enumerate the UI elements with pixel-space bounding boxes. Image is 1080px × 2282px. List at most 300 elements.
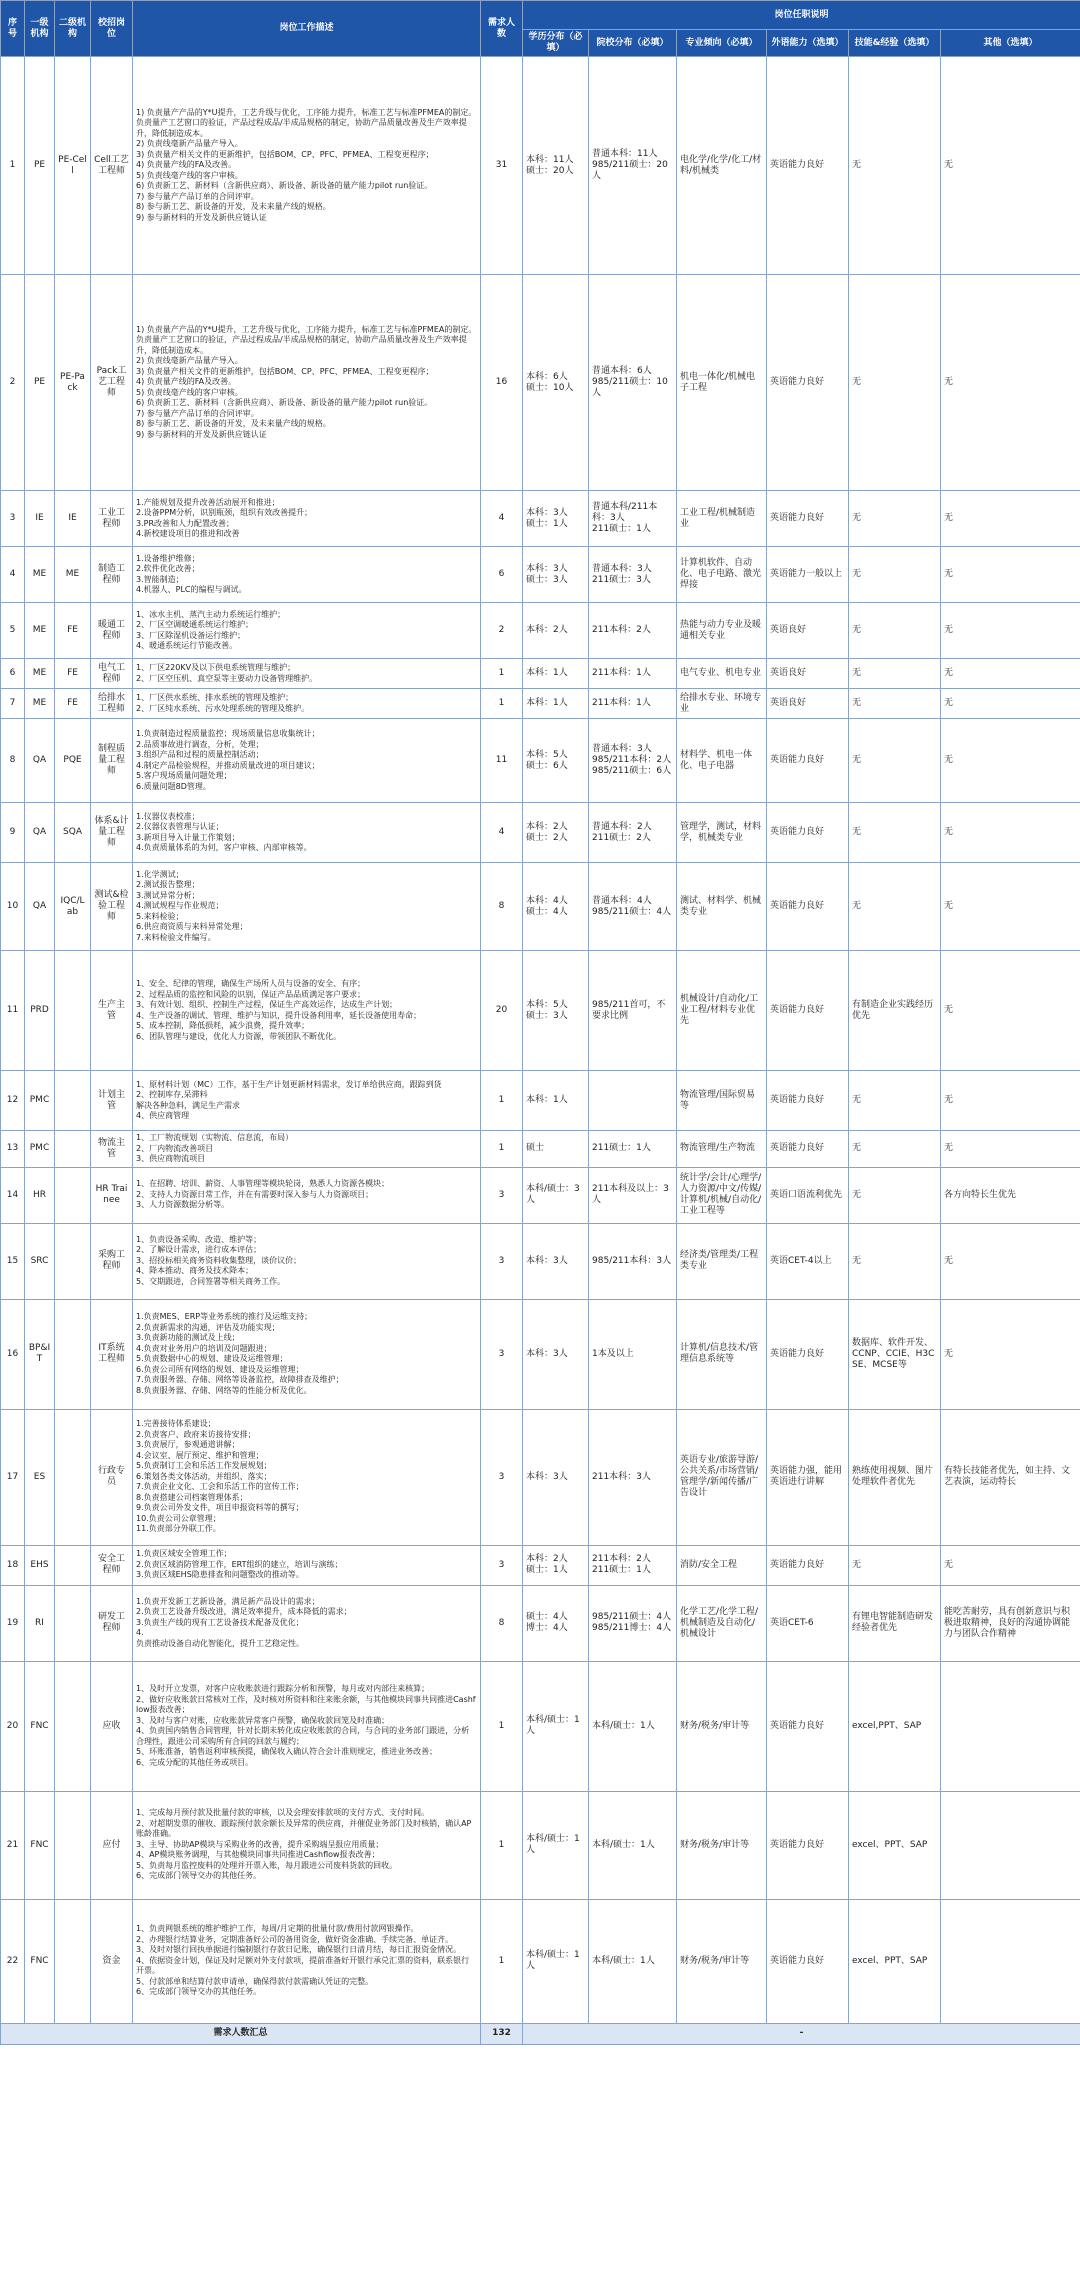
cell-major: 英语专业/旅游导游/公共关系/市场营销/管理学/新闻传播/广告设计: [677, 1409, 767, 1545]
cell-duties: 1.仪器仪表校准； 2.仪器仪表管理与认证； 3.新项目导入计量工作策划； 4.负责质量体系的为何，客户审核、内部审核等。: [133, 803, 481, 863]
cell-dept1: SRC: [25, 1223, 55, 1299]
cell-dept2: [55, 1131, 91, 1168]
cell-no: 14: [1, 1167, 25, 1223]
table-row: [1, 951, 1080, 1071]
cell-major: 财务/税务/审计等: [677, 1899, 767, 2023]
cell-dept2: [55, 1071, 91, 1131]
cell-count: 1: [481, 1791, 523, 1899]
cell-position: 体系&计量工程师: [91, 803, 133, 863]
cell-duties: 1、原材料计划（MC）工作，基于生产计划更新材料需求，发订单给供应商，跟踪到货 2、控制库存,呆滞料 解决各种急料，满足生产需求 4、供应商管理: [133, 1071, 481, 1131]
table-row: [1, 1299, 1080, 1409]
cell-dept2: ME: [55, 547, 91, 603]
cell-edu: 本科：3人 硕士：3人: [523, 547, 589, 603]
cell-no: 17: [1, 1409, 25, 1545]
table-row: [1, 863, 1080, 951]
cell-school: 1本及以上: [589, 1299, 677, 1409]
cell-count: 3: [481, 1167, 523, 1223]
cell-edu: 本科：1人: [523, 659, 589, 689]
cell-foreign: 英语能力强，能用英语进行讲解: [767, 1409, 849, 1545]
cell-no: 10: [1, 863, 25, 951]
cell-other: 能吃苦耐劳，具有创新意识与积极进取精神，良好的沟通协调能力与团队合作精神: [941, 1585, 1080, 1661]
cell-duties: 1、完成每月预付款及批量付款的审核，以及会理安排款项的支付方式、支付时间。 2、对超期发票的催收、跟踪预付款余额长及异常的供应商，并催促业务部门及时核销，确认AP账龄准确。 3、主导、协助AP模块与采购业务的改善，提升采购端呈报应用质量； 4、AP模块账务调理，与其他模块同事共同推进Cashflow报表改善； 5、负责每月监控废料的处理并开票入账，每月跟进公司废料货款的回收。 6、完成部门领导交办的其他任务。: [133, 1791, 481, 1899]
cell-edu: 本科：2人 硕士：2人: [523, 803, 589, 863]
cell-dept2: [55, 1545, 91, 1585]
cell-no: 15: [1, 1223, 25, 1299]
cell-count: 1: [481, 1131, 523, 1168]
cell-skills: excel、PPT、SAP: [849, 1899, 941, 2023]
cell-duties: 1、在招聘、培训、薪资、人事管理等模块轮岗，熟悉人力资源各模块； 2、支持人力资源日常工作，并在有需要时深入参与人力资源项目； 3、人力资源数据分析等。: [133, 1167, 481, 1223]
cell-foreign: 英语能力良好: [767, 951, 849, 1071]
header-edu: 学历分布（必填）: [523, 30, 589, 57]
cell-foreign: 英语能力良好: [767, 275, 849, 491]
cell-skills: 无: [849, 659, 941, 689]
cell-other: 无: [941, 275, 1080, 491]
cell-other: [941, 1661, 1080, 1791]
cell-position: 应付: [91, 1791, 133, 1899]
table-row: [1, 1223, 1080, 1299]
cell-skills: 无: [849, 803, 941, 863]
cell-position: 给排水工程师: [91, 689, 133, 719]
cell-major: 工业工程/机械制造业: [677, 491, 767, 547]
cell-duties: 1.产能规划及提升改善活动展开和推进； 2.设备PPM分析，识别瓶颈，组织有效改善提升； 3.PR改善和人力配置改善； 4.新校建设项目的推进和改善: [133, 491, 481, 547]
table-row: [1, 1167, 1080, 1223]
header-other: 其他（选填）: [941, 30, 1080, 57]
cell-school: 本科/硕士：1人: [589, 1899, 677, 2023]
cell-duties: 1.负责MES、ERP等业务系统的推行及运维支持； 2.负责新需求的沟通，评估及功能实现； 3.负责新功能的测试及上线； 4.负责对业务用户的培训及问题跟进； 5.负责数据中心的规划、建设及运维管理； 6.负责公司所有网络的规划、建设及运维管理； 7.负责服务器、存储、网络等设备监控，故障排查及维护； 8.负责服务器、存储、网络等的性能分析及优化。: [133, 1299, 481, 1409]
header-dept2: 二级机构: [55, 1, 91, 57]
cell-foreign: 英语能力一般以上: [767, 547, 849, 603]
cell-dept2: [55, 1167, 91, 1223]
header-group: 岗位任职说明: [523, 1, 1080, 30]
cell-duties: 1) 负责量产产品的Y*U提升，工艺升级与优化，工序能力提升，标准工艺与标准PFMEA的制定。负责量产工艺窗口的验证，产品过程成品/半成品规格的制定，协助产品质量改善及生产效率提升，降低制造成本。 2) 负责线毫新产品量产导入。 3) 负责量产相关文件的更新维护，包括BOM、CP、PFC、PFMEA、工程变更程序； 4) 负责量产线的FA及改善。 5) 负责线毫产线的客户审核。 6) 负责新工艺、新材料（含新供应商）、新设备、新设备的量产能力pilot run验证。 7) 参与量产产品订单的合同评审。 8) 参与新工艺、新设备的开发，及未来量产线的规格。 9) 参与新材料的开发及新供应链认证: [133, 275, 481, 491]
cell-foreign: 英语能力良好: [767, 719, 849, 803]
cell-count: 20: [481, 951, 523, 1071]
cell-no: 9: [1, 803, 25, 863]
cell-skills: 无: [849, 491, 941, 547]
cell-edu: 本科：5人 硕士：6人: [523, 719, 589, 803]
cell-dept1: EHS: [25, 1545, 55, 1585]
cell-edu: 本科：3人: [523, 1409, 589, 1545]
cell-dept2: [55, 1585, 91, 1661]
table-row: [1, 1071, 1080, 1131]
cell-position: 安全工程师: [91, 1545, 133, 1585]
cell-major: 机电一体化/机械电子工程: [677, 275, 767, 491]
cell-major: 管理学，测试，材料学，机械类专业: [677, 803, 767, 863]
header-major: 专业倾向（必填）: [677, 30, 767, 57]
header-count: 需求人数: [481, 1, 523, 57]
cell-duties: 1、冰水主机、蒸汽主动力系统运行维护； 2、厂区空调暖通系统运行维护； 3、厂区除湿机设备运行维护； 4、暖通系统运行节能改善。: [133, 603, 481, 659]
cell-dept1: ES: [25, 1409, 55, 1545]
cell-no: 4: [1, 547, 25, 603]
cell-duties: 1.设备维护维修； 2.软件优化改善； 3.智能制造； 4.机器人、PLC的编程与调试。: [133, 547, 481, 603]
cell-dept2: FE: [55, 659, 91, 689]
cell-dept1: RI: [25, 1585, 55, 1661]
cell-major: 物流管理/生产物流: [677, 1131, 767, 1168]
table-row: [1, 689, 1080, 719]
cell-count: 3: [481, 1299, 523, 1409]
cell-position: Pack工艺工程师: [91, 275, 133, 491]
cell-edu: 本科：3人: [523, 1299, 589, 1409]
cell-school: 普通本科：2人 211硕士：2人: [589, 803, 677, 863]
cell-dept1: ME: [25, 547, 55, 603]
cell-foreign: 英语能力良好: [767, 863, 849, 951]
cell-count: 8: [481, 863, 523, 951]
cell-foreign: 英语能力良好: [767, 491, 849, 547]
cell-dept1: PRD: [25, 951, 55, 1071]
cell-school: 211硕士：1人: [589, 1131, 677, 1168]
cell-foreign: 英语能力良好: [767, 57, 849, 275]
cell-count: 8: [481, 1585, 523, 1661]
cell-school: 985/211硕士：4人 985/211博士：4人: [589, 1585, 677, 1661]
cell-dept1: PMC: [25, 1131, 55, 1168]
cell-other: [941, 1791, 1080, 1899]
cell-dept1: PE: [25, 57, 55, 275]
cell-other: 无: [941, 57, 1080, 275]
cell-no: 16: [1, 1299, 25, 1409]
cell-no: 8: [1, 719, 25, 803]
cell-other: 无: [941, 659, 1080, 689]
cell-dept2: [55, 1661, 91, 1791]
cell-school: 211本科：1人: [589, 659, 677, 689]
cell-count: 3: [481, 1223, 523, 1299]
cell-count: 4: [481, 491, 523, 547]
cell-skills: excel、PPT、SAP: [849, 1791, 941, 1899]
cell-other: 无: [941, 547, 1080, 603]
cell-skills: 无: [849, 57, 941, 275]
cell-other: 无: [941, 1131, 1080, 1168]
cell-other: 无: [941, 1071, 1080, 1131]
table-row: [1, 803, 1080, 863]
cell-no: 6: [1, 659, 25, 689]
cell-duties: 1) 负责量产产品的Y*U提升，工艺升级与优化，工序能力提升，标准工艺与标准PFMEA的制定。负责量产工艺窗口的验证，产品过程成品/半成品规格的制定，协助产品质量改善及生产效率提升，降低制造成本。 2) 负责线毫新产品量产导入。 3) 负责量产相关文件的更新维护，包括BOM、CP、PFC、PFMEA、工程变更程序； 4) 负责量产线的FA及改善。 5) 负责线毫产线的客户审核。 6) 负责新工艺、新材料（含新供应商）、新设备、新设备的量产能力pilot run验证。 7) 参与量产产品订单的合同评审。 8) 参与新工艺、新设备的开发，及未来量产线的规格。 9) 参与新材料的开发及新供应链认证: [133, 57, 481, 275]
cell-other: 各方向特长生优先: [941, 1167, 1080, 1223]
cell-foreign: 英语能力良好: [767, 1899, 849, 2023]
cell-school: 211本科：2人: [589, 603, 677, 659]
cell-other: 无: [941, 491, 1080, 547]
cell-duties: 1、工厂物流规划（实物流、信息流，布局） 2、厂内物流改善项目 3、供应商物流项目: [133, 1131, 481, 1168]
cell-no: 19: [1, 1585, 25, 1661]
cell-no: 1: [1, 57, 25, 275]
cell-school: 普通本科：6人 985/211硕士：10人: [589, 275, 677, 491]
cell-duties: 1、负责设备采购、改造、维护等； 2、了解设计需求，进行成本评估； 3、招投标相关商务资料收集整理，谈价议价； 4、降本推动、商务及技术降本； 5、交期跟进，合同签署等相关商务工作。: [133, 1223, 481, 1299]
cell-foreign: 英语能力良好: [767, 1545, 849, 1585]
cell-other: 无: [941, 803, 1080, 863]
cell-foreign: 英语CET-4以上: [767, 1223, 849, 1299]
cell-position: IT系统工程师: [91, 1299, 133, 1409]
cell-school: [589, 1071, 677, 1131]
cell-other: 无: [941, 689, 1080, 719]
table-row: [1, 1131, 1080, 1168]
cell-skills: 无: [849, 275, 941, 491]
table-row: [1, 1899, 1080, 2023]
cell-skills: 数据库、软件开发、CCNP、CCIE、H3CSE、MCSE等: [849, 1299, 941, 1409]
cell-position: 生产主管: [91, 951, 133, 1071]
cell-foreign: 英语能力良好: [767, 1131, 849, 1168]
header-dept1: 一级机构: [25, 1, 55, 57]
cell-count: 1: [481, 1661, 523, 1791]
cell-other: 无: [941, 603, 1080, 659]
cell-foreign: 英语能力良好: [767, 1071, 849, 1131]
cell-school: 985/211首可，不要求比例: [589, 951, 677, 1071]
cell-edu: 本科：1人: [523, 1071, 589, 1131]
cell-duties: 1.负责制造过程质量监控；现场质量信息收集统计； 2.品质事故进行调查，分析，处理； 3.组织产品和过程的质量控制活动； 4.制定产品检验规程，并推动质量改进的项目建议； 5.客户现场质量问题处理； 6.质量问题8D管理。: [133, 719, 481, 803]
cell-other: 无: [941, 1223, 1080, 1299]
header-no: 序号: [1, 1, 25, 57]
cell-school: 211本科及以上：3人: [589, 1167, 677, 1223]
cell-skills: 无: [849, 1223, 941, 1299]
cell-skills: 无: [849, 603, 941, 659]
cell-major: 测试、材料学、机械类专业: [677, 863, 767, 951]
cell-edu: 本科：2人: [523, 603, 589, 659]
cell-dept2: IQC/Lab: [55, 863, 91, 951]
cell-dept1: FNC: [25, 1661, 55, 1791]
cell-duties: 1、及时开立发票，对客户应收账款进行跟踪分析和预警，每月或对内部往来核算； 2、做好应收账款日常核对工作，及时核对所资料和往来账余额，与其他模块同事共同推进Cashflow报表改善； 3、及时与客户对账，应收账款异常客户预警，确保收款回笼及时准确； 4、负责国内销售合同管理，针对长期未转化成应收账款的合同，与合同的业务部门跟进，分析合理性，跟进公司采购所有合同的回款与履约； 5、环账准备，销售返利审核预提，确保收入确认符合会计准则规定，推进业务改善； 6、完成分配的其他任务或项目。: [133, 1661, 481, 1791]
summary-row: [1, 2023, 1080, 2044]
cell-count: 2: [481, 603, 523, 659]
cell-duties: 1.负责开发新工艺新设备，满足新产品设计的需求； 2.负责工艺设备升级改进，满足效率提升，成本降低的需求； 3.负责生产线的现有工艺设备技术配备及优化； 4. 负责推动设备自动化智能化，提升工艺稳定性。: [133, 1585, 481, 1661]
table-row: [1, 719, 1080, 803]
cell-skills: 无: [849, 547, 941, 603]
table-row: [1, 491, 1080, 547]
cell-edu: 本科/硕士：1人: [523, 1791, 589, 1899]
table-row: [1, 57, 1080, 275]
cell-duties: 1、负责网银系统的维护维护工作，每周/月定期的批量付款/费用付款网银操作。 2、办理银行结算业务，定期准备好公司的备用资金，做好资金准确、手续完备、单证齐。 3、及时对银行回执单据进行编制银行存款日记账，确保银行日清月结，每日汇报资金情况。 4、依据资金计划，保证及时足额对外支付款项，提前准备好开银行承兑汇票的资料，联系银行开票。 5、付款部单和结算付款申请单，确保得款付款需确认凭证的完整。 6、完成部门领导交办的其他任务。: [133, 1899, 481, 2023]
cell-dept1: PE: [25, 275, 55, 491]
cell-skills: 无: [849, 1071, 941, 1131]
cell-edu: 本科：3人: [523, 1223, 589, 1299]
header-foreign: 外语能力（选填）: [767, 30, 849, 57]
cell-position: 工业工程师: [91, 491, 133, 547]
cell-dept2: [55, 1299, 91, 1409]
cell-dept1: ME: [25, 689, 55, 719]
cell-skills: 无: [849, 719, 941, 803]
table-row: [1, 547, 1080, 603]
cell-edu: 本科：5人 硕士：3人: [523, 951, 589, 1071]
table-row: [1, 659, 1080, 689]
cell-foreign: 英语良好: [767, 659, 849, 689]
cell-foreign: 英语能力良好: [767, 1299, 849, 1409]
cell-position: 制造工程师: [91, 547, 133, 603]
cell-school: 本科/硕士：1人: [589, 1791, 677, 1899]
cell-skills: 无: [849, 1545, 941, 1585]
cell-major: 物流管理/国际贸易等: [677, 1071, 767, 1131]
cell-foreign: 英语良好: [767, 689, 849, 719]
cell-position: 计划主管: [91, 1071, 133, 1131]
cell-dept1: QA: [25, 803, 55, 863]
cell-edu: 本科：1人: [523, 689, 589, 719]
cell-foreign: 英语能力良好: [767, 1661, 849, 1791]
cell-dept2: [55, 951, 91, 1071]
cell-major: 热能与动力专业及暖通相关专业: [677, 603, 767, 659]
cell-edu: 本科/硕士：3人: [523, 1167, 589, 1223]
cell-position: 暖通工程师: [91, 603, 133, 659]
cell-dept1: BP&IT: [25, 1299, 55, 1409]
cell-major: 电化学/化学/化工/材料/机械类: [677, 57, 767, 275]
cell-dept2: FE: [55, 603, 91, 659]
cell-count: 1: [481, 1899, 523, 2023]
table-row: [1, 1661, 1080, 1791]
cell-position: 资金: [91, 1899, 133, 2023]
cell-dept1: IE: [25, 491, 55, 547]
cell-count: 1: [481, 689, 523, 719]
cell-major: 计算机软件、自动化、电子电路、激光焊接: [677, 547, 767, 603]
summary-total: 132: [481, 2023, 523, 2044]
cell-no: 21: [1, 1791, 25, 1899]
cell-no: 5: [1, 603, 25, 659]
cell-foreign: 英语能力良好: [767, 803, 849, 863]
cell-foreign: 英语CET-6: [767, 1585, 849, 1661]
summary-tail: -: [523, 2023, 1080, 2044]
header-skills: 技能&经验（选填）: [849, 30, 941, 57]
cell-school: 普通本科：3人 985/211本科：2人 985/211硕士：6人: [589, 719, 677, 803]
cell-dept2: PE-Cell: [55, 57, 91, 275]
cell-major: 统计学/会计/心理学/人力资源/中文/传媒/计算机/机械/自动化/工业工程等: [677, 1167, 767, 1223]
cell-school: 普通本科/211本科：3人 211硕士：1人: [589, 491, 677, 547]
cell-dept2: PE-Pack: [55, 275, 91, 491]
cell-no: 18: [1, 1545, 25, 1585]
cell-dept1: FNC: [25, 1899, 55, 2023]
cell-school: 211本科：2人 211硕士：1人: [589, 1545, 677, 1585]
cell-count: 4: [481, 803, 523, 863]
table-body: [1, 57, 1080, 2024]
cell-dept1: QA: [25, 863, 55, 951]
cell-dept2: [55, 1223, 91, 1299]
table-row: [1, 1545, 1080, 1585]
cell-no: 7: [1, 689, 25, 719]
cell-major: 材料学、机电一体化、电子电器: [677, 719, 767, 803]
cell-other: [941, 1899, 1080, 2023]
cell-count: 11: [481, 719, 523, 803]
cell-no: 13: [1, 1131, 25, 1168]
cell-dept2: [55, 1791, 91, 1899]
cell-duties: 1.负责区域安全管理工作； 2.负责区域消防管理工作，ERT组织的建立，培训与演练； 3.负责区域EHS隐患排查和问题整改的推动等。: [133, 1545, 481, 1585]
cell-no: 3: [1, 491, 25, 547]
cell-dept2: FE: [55, 689, 91, 719]
cell-school: 普通本科：4人 985/211硕士：4人: [589, 863, 677, 951]
cell-dept2: [55, 1899, 91, 2023]
cell-major: 机械设计/自动化/工业工程/材料专业优先: [677, 951, 767, 1071]
cell-major: 消防/安全工程: [677, 1545, 767, 1585]
table-row: [1, 1585, 1080, 1661]
cell-skills: 有锂电智能制造研发经验者优先: [849, 1585, 941, 1661]
cell-dept1: ME: [25, 603, 55, 659]
cell-major: 计算机/信息技术/管理信息系统等: [677, 1299, 767, 1409]
cell-no: 2: [1, 275, 25, 491]
cell-skills: 无: [849, 689, 941, 719]
cell-no: 20: [1, 1661, 25, 1791]
header-position: 校招岗位: [91, 1, 133, 57]
table-row: [1, 603, 1080, 659]
cell-count: 3: [481, 1545, 523, 1585]
cell-dept2: PQE: [55, 719, 91, 803]
cell-dept1: HR: [25, 1167, 55, 1223]
cell-dept2: IE: [55, 491, 91, 547]
cell-position: 物流主管: [91, 1131, 133, 1168]
cell-skills: 熟练使用视频、图片处理软件者优先: [849, 1409, 941, 1545]
cell-skills: 无: [849, 863, 941, 951]
cell-position: 测试&检验工程师: [91, 863, 133, 951]
cell-major: 财务/税务/审计等: [677, 1791, 767, 1899]
cell-position: 电气工程师: [91, 659, 133, 689]
cell-school: 211本科：1人: [589, 689, 677, 719]
cell-other: 无: [941, 863, 1080, 951]
cell-edu: 本科：4人 硕士：4人: [523, 863, 589, 951]
cell-position: 应收: [91, 1661, 133, 1791]
cell-position: 行政专员: [91, 1409, 133, 1545]
cell-foreign: 英语良好: [767, 603, 849, 659]
cell-position: 制程质量工程师: [91, 719, 133, 803]
cell-school: 985/211本科：3人: [589, 1223, 677, 1299]
cell-major: 电气专业、机电专业: [677, 659, 767, 689]
cell-count: 1: [481, 659, 523, 689]
cell-edu: 本科/硕士：1人: [523, 1661, 589, 1791]
cell-position: Cell工艺工程师: [91, 57, 133, 275]
cell-edu: 本科：6人 硕士：10人: [523, 275, 589, 491]
cell-edu: 本科：2人 硕士：1人: [523, 1545, 589, 1585]
cell-school: 普通本科：3人 211硕士：3人: [589, 547, 677, 603]
cell-duties: 1、安全、纪律的管理，确保生产场所人员与设备的安全、有序； 2、过程品质的监控和风险的识别，保证产品品质满足客户要求； 3、有效计划、组织、控制生产过程，保证生产高效运作，达成生产计划； 4、生产设备的调试、管理、维护与知识，提升设备利用率，延长设备使用寿命； 5、成本控制，降低损耗，减少浪费，提升效率； 6、团队管理与建设，优化人力资源，带领团队不断优化。: [133, 951, 481, 1071]
cell-no: 12: [1, 1071, 25, 1131]
cell-duties: 1.化学测试； 2.测试报告整理； 3.测试异常分析； 4.测试规程与作业规范； 5.来料检验； 6.供应商资质与来料异常处理； 7.来料检验文件编写。: [133, 863, 481, 951]
table-row: [1, 275, 1080, 491]
cell-count: 3: [481, 1409, 523, 1545]
cell-count: 31: [481, 57, 523, 275]
cell-no: 22: [1, 1899, 25, 2023]
header-duties: 岗位工作描述: [133, 1, 481, 57]
cell-position: 研发工程师: [91, 1585, 133, 1661]
summary-label: 需求人数汇总: [1, 2023, 481, 2044]
cell-other: 无: [941, 1299, 1080, 1409]
cell-dept1: FNC: [25, 1791, 55, 1899]
cell-skills: 无: [849, 1131, 941, 1168]
cell-position: HR Trainee: [91, 1167, 133, 1223]
cell-skills: excel,PPT、SAP: [849, 1661, 941, 1791]
cell-edu: 硕士：4人 博士：4人: [523, 1585, 589, 1661]
cell-edu: 本科：11人 硕士：20人: [523, 57, 589, 275]
cell-count: 1: [481, 1071, 523, 1131]
cell-dept2: [55, 1409, 91, 1545]
cell-count: 16: [481, 275, 523, 491]
table-row: [1, 1791, 1080, 1899]
cell-dept2: SQA: [55, 803, 91, 863]
cell-dept1: ME: [25, 659, 55, 689]
cell-school: 本科/硕士：1人: [589, 1661, 677, 1791]
cell-dept1: PMC: [25, 1071, 55, 1131]
cell-dept1: QA: [25, 719, 55, 803]
cell-edu: 硕士: [523, 1131, 589, 1168]
cell-foreign: 英语口语流利优先: [767, 1167, 849, 1223]
cell-major: 财务/税务/审计等: [677, 1661, 767, 1791]
cell-other: 无: [941, 1545, 1080, 1585]
cell-other: 无: [941, 951, 1080, 1071]
cell-no: 11: [1, 951, 25, 1071]
cell-major: 经济类/管理类/工程类专业: [677, 1223, 767, 1299]
cell-duties: 1、厂区220KV及以下供电系统管理与维护； 2、厂区空压机、真空泵等主要动力设备管理维护。: [133, 659, 481, 689]
cell-other: 无: [941, 719, 1080, 803]
table-row: [1, 1409, 1080, 1545]
cell-skills: 有制造企业实践经历优先: [849, 951, 941, 1071]
cell-foreign: 英语能力良好: [767, 1791, 849, 1899]
cell-duties: 1、厂区供水系统、排水系统的管理及维护； 2、厂区纯水系统、污水处理系统的管理及维护。: [133, 689, 481, 719]
header-school: 院校分布（必填）: [589, 30, 677, 57]
cell-school: 211本科：3人: [589, 1409, 677, 1545]
cell-school: 普通本科：11人 985/211硕士：20人: [589, 57, 677, 275]
cell-edu: 本科：3人 硕士：1人: [523, 491, 589, 547]
cell-major: 给排水专业、环境专业: [677, 689, 767, 719]
cell-edu: 本科/硕士：1人: [523, 1899, 589, 2023]
cell-duties: 1.完善接待体系建设； 2.负责客户、政府来访接待安排； 3.负责展厅，参观通道讲解； 4.会议室、展厅预定、维护和管理； 5.负责制订工会和乐活工作发展规划； 6.策划各类文体活动，并组织、落实； 7.负责企业文化、工会和乐活工作的宣传工作； 8.负责搭建公司档案管理体系； 9.负责公司外发文件，项目申报资料等的撰写； 10.负责公司公章管理； 11.负责部分外联工作。: [133, 1409, 481, 1545]
cell-skills: 无: [849, 1167, 941, 1223]
